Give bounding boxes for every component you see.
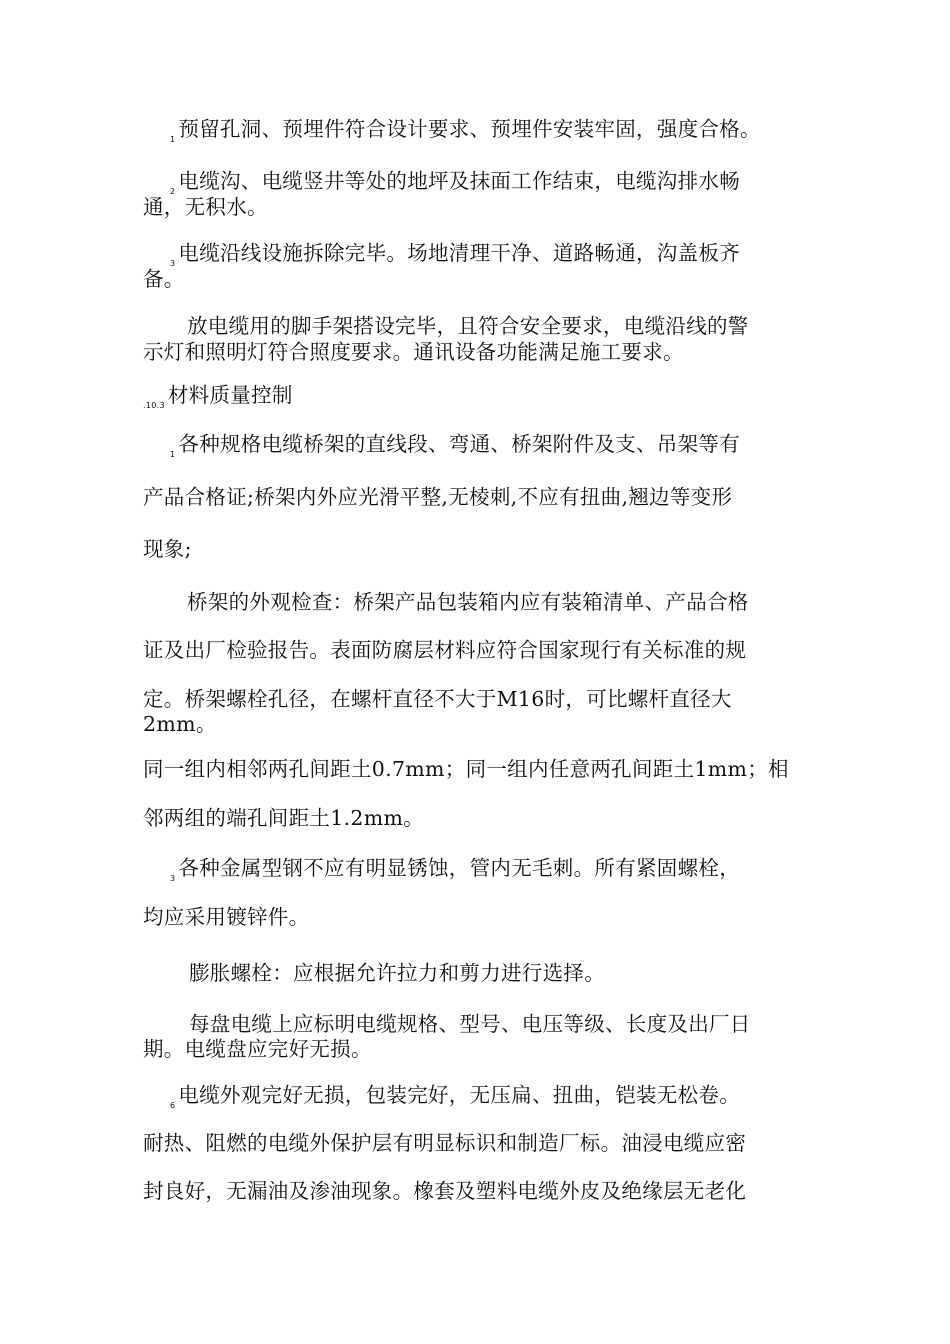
text-line: 示灯和照明灯符合照度要求。通讯设备功能满足施工要求。 — [143, 340, 684, 364]
text-line: 3 各种金属型钢不应有明显锈蚀，管内无毛刺。所有紧固螺栓， — [170, 856, 740, 883]
text-line: 定。桥架螺栓孔径，在螺杆直径不大于M16时，可比螺杆直径大 — [143, 687, 732, 711]
list-marker: 2 — [170, 187, 176, 196]
text-line: 膨胀螺栓：应根据允许拉力和剪力进行选择。 — [189, 961, 605, 985]
section-number: .10.3 — [143, 401, 165, 410]
text-line: 3 电缆沿线设施拆除完毕。场地清理干净、道路畅通，沟盖板齐 — [170, 241, 740, 268]
text-line: 期。电缆盘应完好无损。 — [143, 1037, 372, 1061]
text-line: 产品合格证;桥架内外应光滑平整,无棱刺,不应有扭曲,翘边等变形 — [143, 485, 733, 509]
list-marker: 1 — [170, 450, 176, 459]
heading-line: .10.3 材料质量控制 — [143, 383, 293, 410]
text-line: 邻两组的端孔间距土1.2mm。 — [143, 806, 424, 830]
text-line: 放电缆用的脚手架搭设完毕，且符合安全要求，电缆沿线的警 — [187, 314, 749, 338]
text-line: 封良好，无漏油及渗油现象。橡套及塑料电缆外皮及绝缘层无老化 — [143, 1179, 747, 1203]
list-marker: 6 — [170, 1101, 176, 1110]
text-line: 2 电缆沟、电缆竖井等处的地坪及抹面工作结束，电缆沟排水畅 — [170, 169, 740, 196]
text-line: 1 预留孔洞、预埋件符合设计要求、预埋件安装牢固，强度合格。 — [170, 117, 761, 144]
list-marker: 3 — [170, 259, 176, 268]
text-line: 通，无积水。 — [143, 195, 268, 219]
text-line: 2mm。 — [143, 712, 217, 736]
text-line: 同一组内相邻两孔间距土0.7mm；同一组内任意两孔间距土1mm；相 — [143, 757, 789, 781]
list-marker: 1 — [170, 135, 176, 144]
text-line: 备。 — [143, 267, 185, 291]
text-line: 每盘电缆上应标明电缆规格、型号、电压等级、长度及出厂日 — [189, 1012, 751, 1036]
text-line: 均应采用镀锌件。 — [143, 905, 310, 929]
list-marker: 3 — [170, 874, 176, 883]
text-line: 耐热、阻燃的电缆外保护层有明显标识和制造厂标。油浸电缆应密 — [143, 1131, 747, 1155]
text-line: 6 电缆外观完好无损，包装完好，无压扁、扭曲，铠装无松卷。 — [170, 1083, 740, 1110]
text-line: 桥架的外观检查：桥架产品包装箱内应有装箱清单、产品合格 — [187, 590, 749, 614]
text-line: 1 各种规格电缆桥架的直线段、弯通、桥架附件及支、吊架等有 — [170, 432, 740, 459]
text-line: 现象; — [143, 537, 192, 561]
text-line: 证及出厂检验报告。表面防腐层材料应符合国家现行有关标准的规 — [143, 638, 747, 662]
